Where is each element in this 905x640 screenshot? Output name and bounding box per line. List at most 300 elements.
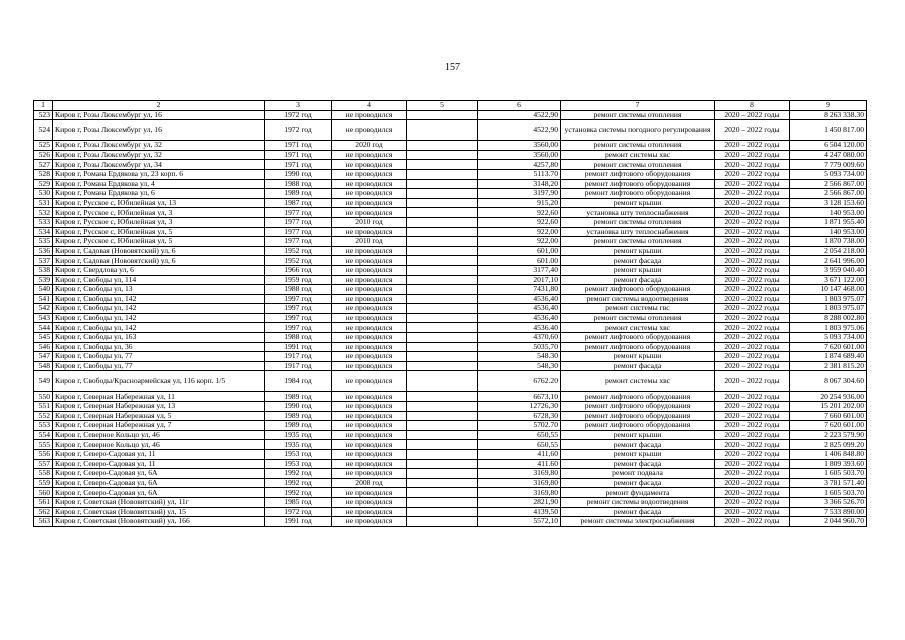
last-repair-cell: не проводился [332, 120, 407, 141]
address-cell: Киров г, Розы Люксембург ул, 16 [53, 110, 265, 120]
period-cell: 2020 – 2022 годы [715, 169, 790, 179]
cost-cell: 2 223 579.90 [790, 430, 867, 440]
column-5-cell [407, 285, 478, 295]
period-cell: 2020 – 2022 годы [715, 285, 790, 295]
column-5-cell [407, 440, 478, 450]
period-cell: 2020 – 2022 годы [715, 421, 790, 431]
row-number-cell: 554 [34, 430, 53, 440]
table-row [34, 323, 867, 333]
area-cell: 12726,30 [478, 402, 561, 412]
last-repair-cell: не проводился [332, 189, 407, 199]
last-repair-cell: не проводился [332, 333, 407, 343]
period-cell: 2020 – 2022 годы [715, 246, 790, 256]
area-cell: 922,60 [478, 208, 561, 218]
period-cell: 2020 – 2022 годы [715, 294, 790, 304]
cost-cell: 7 533 890.00 [790, 507, 867, 517]
cost-cell: 1 870 738.00 [790, 237, 867, 247]
period-cell: 2020 – 2022 годы [715, 275, 790, 285]
last-repair-cell: не проводился [332, 285, 407, 295]
row-number-cell: 550 [34, 392, 53, 402]
last-repair-cell: не проводился [332, 402, 407, 412]
cost-cell: 1 605 503.70 [790, 488, 867, 498]
area-cell: 922,00 [478, 227, 561, 237]
period-cell: 2020 – 2022 годы [715, 217, 790, 227]
period-cell: 2020 – 2022 годы [715, 120, 790, 141]
table-row [34, 392, 867, 402]
period-cell: 2020 – 2022 годы [715, 256, 790, 266]
period-cell: 2020 – 2022 годы [715, 189, 790, 199]
area-cell: 4536,40 [478, 304, 561, 314]
address-cell: Киров г, Свободы ул, 13 [53, 285, 265, 295]
header-cell: 3 [265, 101, 332, 111]
cost-cell: 1 803 975.06 [790, 323, 867, 333]
year-built-cell: 1990 год [265, 169, 332, 179]
last-repair-cell: не проводился [332, 275, 407, 285]
column-5-cell [407, 189, 478, 199]
area-cell: 4536.40 [478, 323, 561, 333]
address-cell: Киров г, Свободы ул, 142 [53, 294, 265, 304]
cost-cell: 7 620 601.00 [790, 421, 867, 431]
work-type-cell: ремонт системы отопления [561, 160, 715, 170]
table-row [34, 371, 867, 392]
column-5-cell [407, 256, 478, 266]
cost-cell: 1 803 975.07 [790, 304, 867, 314]
cost-cell: 1 605 503.70 [790, 469, 867, 479]
period-cell: 2020 – 2022 годы [715, 141, 790, 151]
address-cell: Киров г, Свободы ул, 36 [53, 342, 265, 352]
year-built-cell: 1966 год [265, 265, 332, 275]
work-type-cell: ремонт фасада [561, 507, 715, 517]
table-row [34, 141, 867, 151]
year-built-cell: 1990 год [265, 402, 332, 412]
area-cell: 3197,90 [478, 189, 561, 199]
cost-cell: 1 450 817.00 [790, 120, 867, 141]
period-cell: 2020 – 2022 годы [715, 450, 790, 460]
year-built-cell: 1997 год [265, 323, 332, 333]
area-cell: 650,55 [478, 440, 561, 450]
last-repair-cell: не проводился [332, 361, 407, 371]
cost-cell: 1 809 393.60 [790, 459, 867, 469]
work-type-cell: ремонт лифтового оборудования [561, 333, 715, 343]
period-cell: 2020 – 2022 годы [715, 160, 790, 170]
last-repair-cell: не проводился [332, 488, 407, 498]
table-row [34, 265, 867, 275]
period-cell: 2020 – 2022 годы [715, 361, 790, 371]
row-number-cell: 533 [34, 217, 53, 227]
row-number-cell: 534 [34, 227, 53, 237]
last-repair-cell: не проводился [332, 227, 407, 237]
row-number-cell: 531 [34, 198, 53, 208]
period-cell: 2020 – 2022 годы [715, 208, 790, 218]
last-repair-cell: 2008 год [332, 478, 407, 488]
row-number-cell: 547 [34, 352, 53, 362]
row-number-cell: 546 [34, 342, 53, 352]
column-5-cell [407, 402, 478, 412]
address-cell: Киров г, Северо-Садовая ул, 11 [53, 459, 265, 469]
table-row [34, 313, 867, 323]
work-type-cell: ремонт лифтового оборудования [561, 285, 715, 295]
row-number-cell: 527 [34, 160, 53, 170]
year-built-cell: 1977 год [265, 217, 332, 227]
cost-cell: 3 781 571.40 [790, 478, 867, 488]
address-cell: Киров г, Русское с, Юбилейная ул, 13 [53, 198, 265, 208]
period-cell: 2020 – 2022 годы [715, 304, 790, 314]
row-number-cell: 542 [34, 304, 53, 314]
year-built-cell: 1953 год [265, 450, 332, 460]
column-5-cell [407, 150, 478, 160]
area-cell: 6762.20 [478, 371, 561, 392]
work-type-cell: ремонт системы отопления [561, 141, 715, 151]
table-body [34, 110, 867, 526]
period-cell: 2020 – 2022 годы [715, 342, 790, 352]
table-row [34, 256, 867, 266]
year-built-cell: 1989 год [265, 189, 332, 199]
cost-cell: 2 825 099.20 [790, 440, 867, 450]
area-cell: 3148,20 [478, 179, 561, 189]
year-built-cell: 1989 год [265, 421, 332, 431]
repair-schedule-table [33, 100, 867, 527]
work-type-cell: ремонт крыши [561, 265, 715, 275]
period-cell: 2020 – 2022 годы [715, 488, 790, 498]
column-5-cell [407, 430, 478, 440]
table-row [34, 198, 867, 208]
work-type-cell: ремонт крыши [561, 450, 715, 460]
work-type-cell: ремонт системы хвс [561, 323, 715, 333]
table-row [34, 304, 867, 314]
address-cell: Киров г, Свободы ул, 114 [53, 275, 265, 285]
column-5-cell [407, 469, 478, 479]
area-cell: 601.00 [478, 256, 561, 266]
row-number-cell: 552 [34, 411, 53, 421]
work-type-cell: ремонт крыши [561, 246, 715, 256]
cost-cell: 2 641 996.00 [790, 256, 867, 266]
column-5-cell [407, 169, 478, 179]
address-cell: Киров г, Свободы ул, 163 [53, 333, 265, 343]
column-5-cell [407, 450, 478, 460]
last-repair-cell: 2020 год [332, 141, 407, 151]
cost-cell: 1 803 975.07 [790, 294, 867, 304]
area-cell: 6673,10 [478, 392, 561, 402]
area-cell: 3169,80 [478, 469, 561, 479]
work-type-cell: ремонт подвала [561, 469, 715, 479]
year-built-cell: 1989 год [265, 411, 332, 421]
row-number-cell: 549 [34, 371, 53, 392]
year-built-cell: 1992 год [265, 478, 332, 488]
address-cell: Киров г, Северное Кольцо ул, 46 [53, 430, 265, 440]
column-5-cell [407, 333, 478, 343]
cost-cell: 7 660 601.00 [790, 411, 867, 421]
last-repair-cell: не проводился [332, 313, 407, 323]
page-number: 157 [445, 62, 460, 73]
period-cell: 2020 – 2022 годы [715, 333, 790, 343]
column-5-cell [407, 208, 478, 218]
work-type-cell: ремонт системы гвс [561, 304, 715, 314]
row-number-cell: 553 [34, 421, 53, 431]
area-cell: 411,60 [478, 450, 561, 460]
address-cell: Киров г, Северная Набережная ул, 7 [53, 421, 265, 431]
table-row [34, 275, 867, 285]
cost-cell: 1 871 955.40 [790, 217, 867, 227]
column-5-cell [407, 497, 478, 507]
row-number-cell: 555 [34, 440, 53, 450]
year-built-cell: 1972 год [265, 120, 332, 141]
work-type-cell: ремонт системы водоотведения [561, 497, 715, 507]
year-built-cell: 1971 год [265, 160, 332, 170]
row-number-cell: 540 [34, 285, 53, 295]
work-type-cell: ремонт системы хвс [561, 371, 715, 392]
table-row [34, 430, 867, 440]
area-cell: 4536,40 [478, 294, 561, 304]
table-row [34, 361, 867, 371]
work-type-cell: ремонт лифтового оборудования [561, 411, 715, 421]
year-built-cell: 1977 год [265, 227, 332, 237]
last-repair-cell: не проводился [332, 497, 407, 507]
cost-cell: 3 671 122.00 [790, 275, 867, 285]
last-repair-cell: не проводился [332, 430, 407, 440]
row-number-cell: 560 [34, 488, 53, 498]
year-built-cell: 1992 год [265, 488, 332, 498]
last-repair-cell: не проводился [332, 265, 407, 275]
header-cell: 2 [53, 101, 265, 111]
work-type-cell: ремонт фасада [561, 440, 715, 450]
column-5-cell [407, 488, 478, 498]
year-built-cell: 1988 год [265, 179, 332, 189]
last-repair-cell: не проводился [332, 323, 407, 333]
last-repair-cell: не проводился [332, 450, 407, 460]
cost-cell: 4 247 080.00 [790, 150, 867, 160]
year-built-cell: 1984 год [265, 371, 332, 392]
area-cell: 4536,40 [478, 313, 561, 323]
address-cell: Киров г, Русское с, Юбилейная ул, 3 [53, 217, 265, 227]
area-cell: 601,00 [478, 246, 561, 256]
period-cell: 2020 – 2022 годы [715, 507, 790, 517]
table-row [34, 246, 867, 256]
address-cell: Киров г, Русское с, Юбилейная ул, 5 [53, 237, 265, 247]
period-cell: 2020 – 2022 годы [715, 323, 790, 333]
area-cell: 3177,40 [478, 265, 561, 275]
column-5-cell [407, 361, 478, 371]
work-type-cell: ремонт лифтового оборудования [561, 402, 715, 412]
cost-cell: 2 566 867.00 [790, 179, 867, 189]
column-5-cell [407, 313, 478, 323]
row-number-cell: 539 [34, 275, 53, 285]
work-type-cell: ремонт системы отопления [561, 237, 715, 247]
table-row [34, 189, 867, 199]
row-number-cell: 544 [34, 323, 53, 333]
column-5-cell [407, 342, 478, 352]
period-cell: 2020 – 2022 годы [715, 411, 790, 421]
last-repair-cell: не проводился [332, 246, 407, 256]
address-cell: Киров г, Розы Люксембург ул, 32 [53, 141, 265, 151]
row-number-cell: 545 [34, 333, 53, 343]
period-cell: 2020 – 2022 годы [715, 402, 790, 412]
column-5-cell [407, 227, 478, 237]
period-cell: 2020 – 2022 годы [715, 371, 790, 392]
last-repair-cell: не проводился [332, 517, 407, 527]
work-type-cell: ремонт лифтового оборудования [561, 392, 715, 402]
last-repair-cell: не проводился [332, 208, 407, 218]
year-built-cell: 1917 год [265, 352, 332, 362]
cost-cell: 10 147 468.00 [790, 285, 867, 295]
row-number-cell: 551 [34, 402, 53, 412]
address-cell: Киров г, Северное Кольцо ул, 46 [53, 440, 265, 450]
year-built-cell: 1952 год [265, 256, 332, 266]
address-cell: Киров г, Свободы/Красноармейская ул, 116 корп. 1/5 [53, 371, 265, 392]
last-repair-cell: не проводился [332, 256, 407, 266]
row-number-cell: 528 [34, 169, 53, 179]
header-cell: 9 [790, 101, 867, 111]
area-cell: 5035,70 [478, 342, 561, 352]
header-cell: 6 [478, 101, 561, 111]
header-cell: 8 [715, 101, 790, 111]
cost-cell: 3 128 153.60 [790, 198, 867, 208]
area-cell: 3169,80 [478, 488, 561, 498]
address-cell: Киров г, Северная Набережная ул, 11 [53, 392, 265, 402]
address-cell: Киров г, Романа Ердякова ул, 4 [53, 179, 265, 189]
table-row [34, 469, 867, 479]
column-5-cell [407, 179, 478, 189]
address-cell: Киров г, Свердлова ул, 6 [53, 265, 265, 275]
period-cell: 2020 – 2022 годы [715, 179, 790, 189]
cost-cell: 1 874 689.40 [790, 352, 867, 362]
area-cell: 4522,90 [478, 120, 561, 141]
address-cell: Киров г, Свободы ул, 77 [53, 352, 265, 362]
table-row [34, 450, 867, 460]
last-repair-cell: не проводился [332, 198, 407, 208]
table-row [34, 294, 867, 304]
last-repair-cell: 2010 год [332, 217, 407, 227]
cost-cell: 3 959 040.40 [790, 265, 867, 275]
cost-cell: 7 620 601.00 [790, 342, 867, 352]
cost-cell: 5 093 734.00 [790, 333, 867, 343]
row-number-cell: 524 [34, 120, 53, 141]
address-cell: Киров г, Розы Люксембург ул, 16 [53, 120, 265, 141]
cost-cell: 140 953.00 [790, 227, 867, 237]
column-5-cell [407, 371, 478, 392]
table-row [34, 208, 867, 218]
header-row [34, 101, 867, 111]
row-number-cell: 561 [34, 497, 53, 507]
column-5-cell [407, 246, 478, 256]
table-row [34, 333, 867, 343]
column-5-cell [407, 217, 478, 227]
period-cell: 2020 – 2022 годы [715, 440, 790, 450]
address-cell: Киров г, Свободы ул, 77 [53, 361, 265, 371]
area-cell: 7431,80 [478, 285, 561, 295]
row-number-cell: 559 [34, 478, 53, 488]
last-repair-cell: не проводился [332, 352, 407, 362]
year-built-cell: 1987 год [265, 198, 332, 208]
period-cell: 2020 – 2022 годы [715, 478, 790, 488]
address-cell: Киров г, Северо-Садовая ул, 6А [53, 488, 265, 498]
column-5-cell [407, 323, 478, 333]
year-built-cell: 1959 год [265, 275, 332, 285]
cost-cell: 140 953.00 [790, 208, 867, 218]
year-built-cell: 1991 год [265, 517, 332, 527]
year-built-cell: 1997 год [265, 304, 332, 314]
area-cell: 4139,50 [478, 507, 561, 517]
column-5-cell [407, 517, 478, 527]
last-repair-cell: не проводился [332, 459, 407, 469]
year-built-cell: 1985 год [265, 497, 332, 507]
table-row [34, 497, 867, 507]
last-repair-cell: 2010 год [332, 237, 407, 247]
last-repair-cell: не проводился [332, 392, 407, 402]
row-number-cell: 523 [34, 110, 53, 120]
work-type-cell: установка шту теплоснабжения [561, 208, 715, 218]
cost-cell: 6 504 120.00 [790, 141, 867, 151]
period-cell: 2020 – 2022 годы [715, 352, 790, 362]
row-number-cell: 557 [34, 459, 53, 469]
year-built-cell: 1971 год [265, 150, 332, 160]
work-type-cell: ремонт фасада [561, 275, 715, 285]
last-repair-cell: не проводился [332, 469, 407, 479]
year-built-cell: 1977 год [265, 237, 332, 247]
work-type-cell: ремонт системы отопления [561, 110, 715, 120]
year-built-cell: 1988 год [265, 285, 332, 295]
address-cell: Киров г, Русское с, Юбилейная ул, 5 [53, 227, 265, 237]
table-row [34, 478, 867, 488]
period-cell: 2020 – 2022 годы [715, 459, 790, 469]
table-row [34, 227, 867, 237]
area-cell: 922,60 [478, 217, 561, 227]
address-cell: Киров г, Русское с, Юбилейная ул, 3 [53, 208, 265, 218]
last-repair-cell: не проводился [332, 507, 407, 517]
period-cell: 2020 – 2022 годы [715, 110, 790, 120]
area-cell: 3560,00 [478, 150, 561, 160]
area-cell: 6728,30 [478, 411, 561, 421]
year-built-cell: 1977 год [265, 208, 332, 218]
area-cell: 5702.70 [478, 421, 561, 431]
work-type-cell: ремонт лифтового оборудования [561, 189, 715, 199]
last-repair-cell: не проводился [332, 411, 407, 421]
last-repair-cell: не проводился [332, 110, 407, 120]
year-built-cell: 1988 год [265, 333, 332, 343]
row-number-cell: 548 [34, 361, 53, 371]
work-type-cell: ремонт крыши [561, 198, 715, 208]
table-row [34, 507, 867, 517]
work-type-cell: ремонт фасада [561, 459, 715, 469]
year-built-cell: 1972 год [265, 110, 332, 120]
period-cell: 2020 – 2022 годы [715, 265, 790, 275]
work-type-cell: ремонт системы электроснабжения [561, 517, 715, 527]
table-row [34, 421, 867, 431]
work-type-cell: ремонт системы отопления [561, 217, 715, 227]
last-repair-cell: не проводился [332, 304, 407, 314]
work-type-cell: ремонт фасада [561, 478, 715, 488]
column-5-cell [407, 411, 478, 421]
table-row [34, 217, 867, 227]
area-cell: 5572,10 [478, 517, 561, 527]
year-built-cell: 1971 год [265, 141, 332, 151]
year-built-cell: 1992 год [265, 469, 332, 479]
address-cell: Киров г, Северо-Садовая ул, 11 [53, 450, 265, 460]
area-cell: 4257,80 [478, 160, 561, 170]
column-5-cell [407, 110, 478, 120]
address-cell: Киров г, Советская (Нововятский) ул, 15 [53, 507, 265, 517]
table-row [34, 179, 867, 189]
row-number-cell: 541 [34, 294, 53, 304]
cost-cell: 15 201 202.00 [790, 402, 867, 412]
year-built-cell: 1972 год [265, 507, 332, 517]
address-cell: Киров г, Северная Набережная ул, 13 [53, 402, 265, 412]
table-row [34, 402, 867, 412]
last-repair-cell: не проводился [332, 294, 407, 304]
area-cell: 2821,90 [478, 497, 561, 507]
column-5-cell [407, 478, 478, 488]
table-row [34, 411, 867, 421]
row-number-cell: 535 [34, 237, 53, 247]
